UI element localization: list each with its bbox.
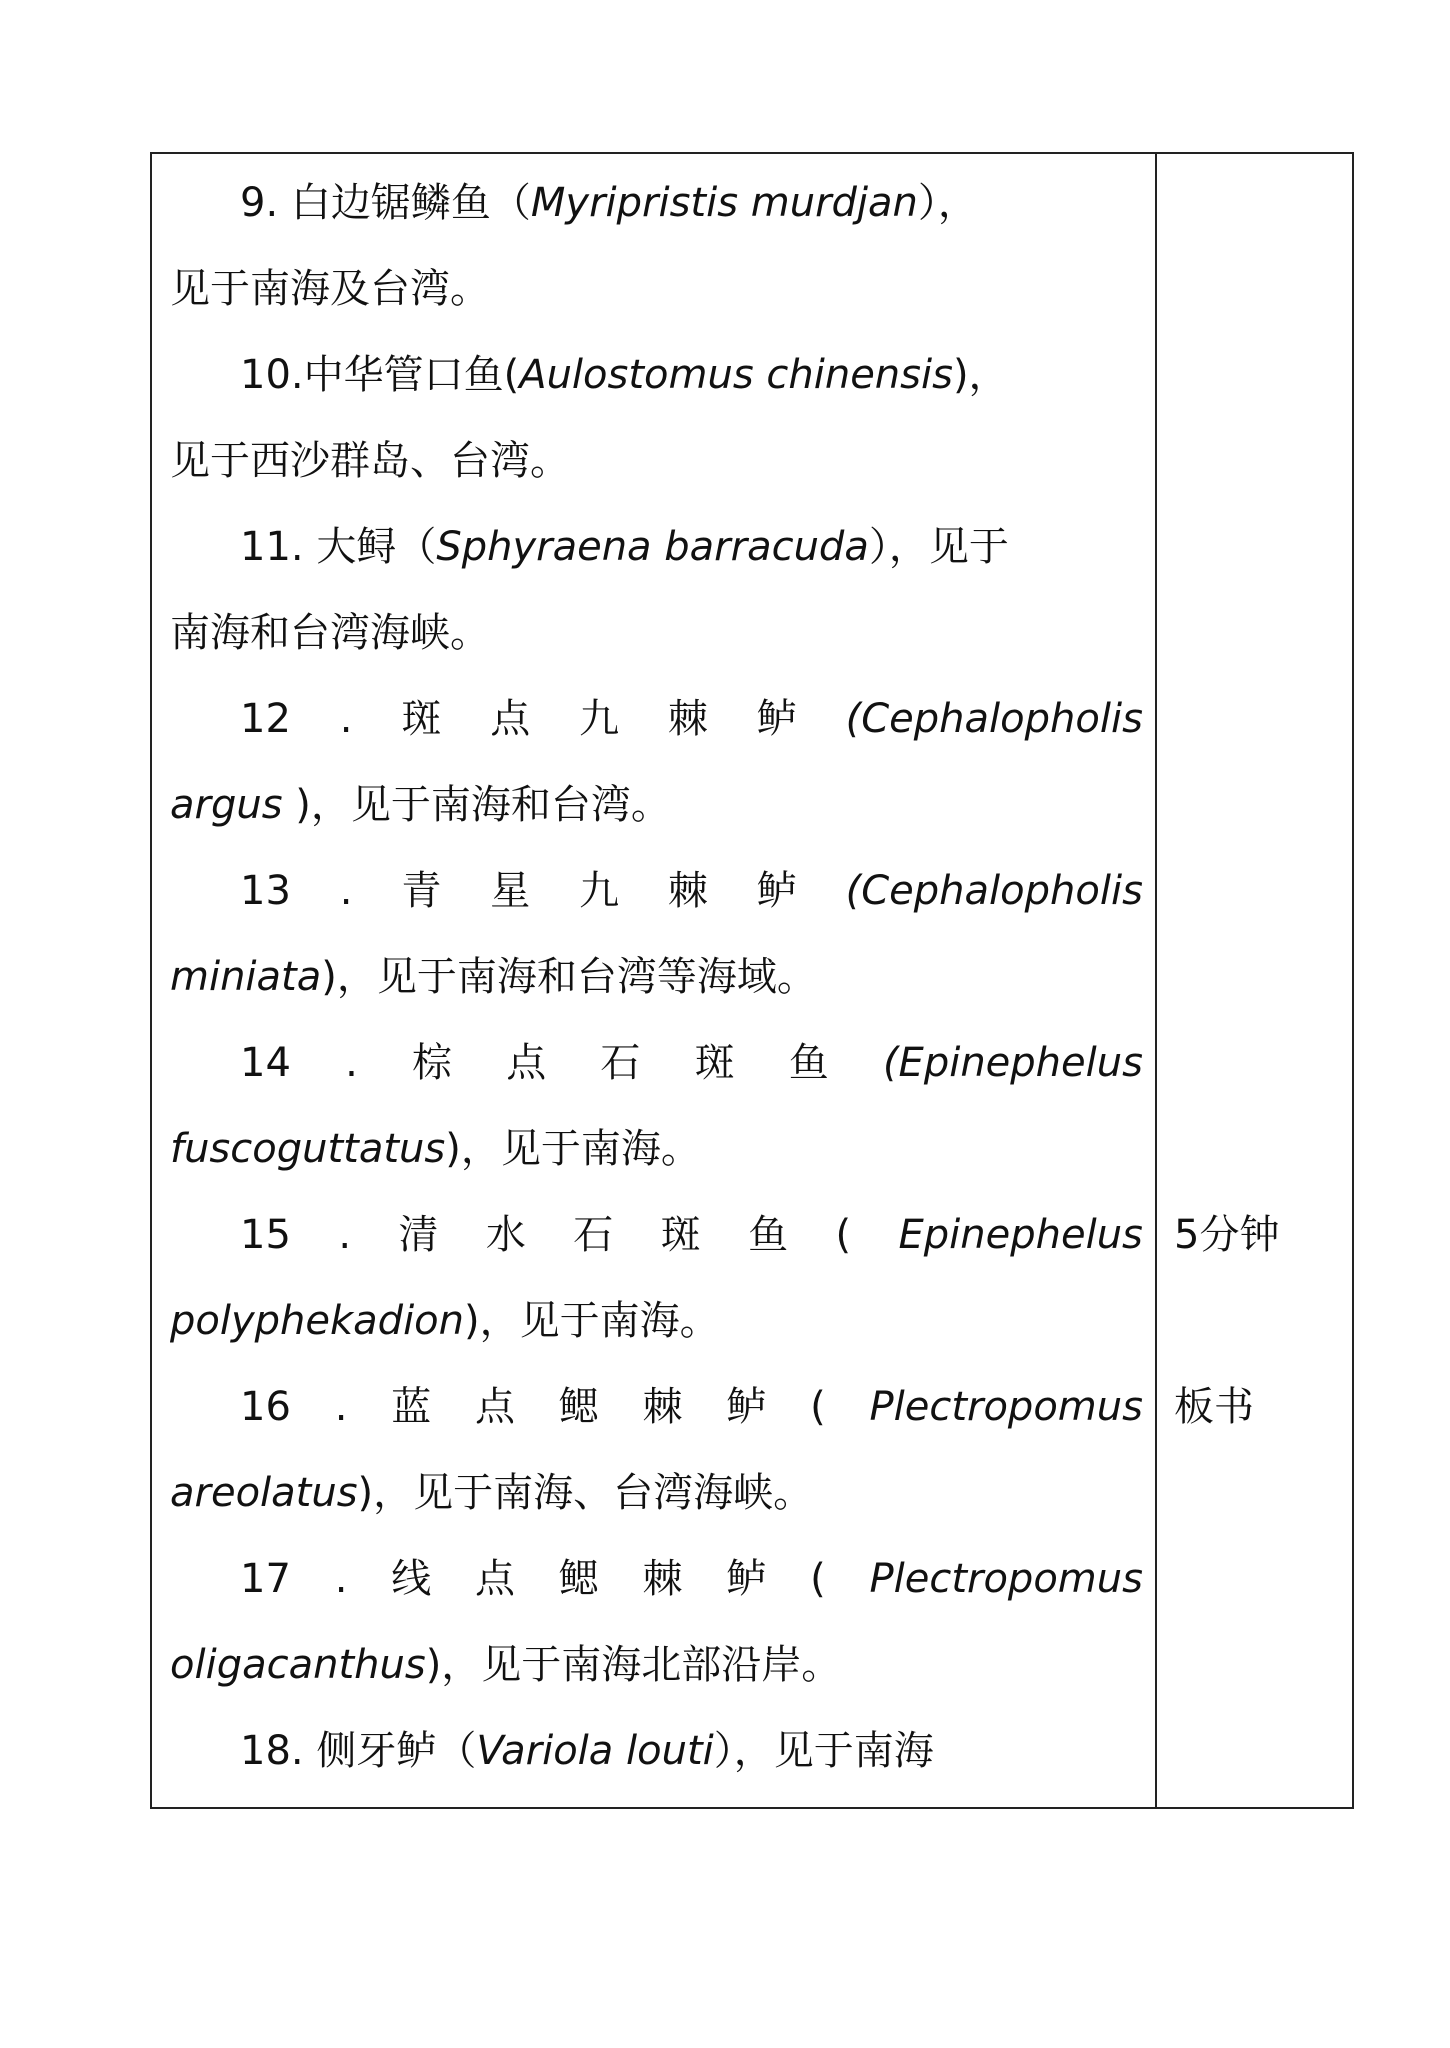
entry-13-line-2 xyxy=(170,947,1143,1007)
entry-12-char: 点 xyxy=(490,696,531,742)
entry-17-char: 鳃 xyxy=(558,1556,599,1602)
entry-14-number: 14 xyxy=(240,1040,291,1086)
entry-18-scientific-name: Variola louti xyxy=(476,1728,714,1774)
entry-13-line-1 xyxy=(240,861,1143,921)
entry-10-scientific-name: Aulostomus chinensis xyxy=(519,352,953,398)
entry-16-scientific-genus: Plectropomus xyxy=(869,1384,1143,1430)
time-note: 5分钟 xyxy=(1174,1212,1280,1258)
entry-17-char: 鲈 xyxy=(726,1556,767,1602)
entry-16-char: 点 xyxy=(474,1384,515,1430)
entry-13-char: 青 xyxy=(401,868,442,914)
entry-16-char: 棘 xyxy=(642,1384,683,1430)
entry-9-name: 9. 白边锯鳞鱼（ xyxy=(240,180,531,226)
entry-16-dot: . xyxy=(334,1384,348,1430)
entry-18-line-1 xyxy=(240,1721,1143,1781)
entry-15-char: 清 xyxy=(398,1212,439,1258)
entry-17-dot: . xyxy=(334,1556,348,1602)
entry-12-scientific-species: argus xyxy=(170,782,283,828)
entry-16-location: )，见于南海、台湾海峡。 xyxy=(357,1470,814,1516)
entry-15-char: 鱼 xyxy=(748,1212,789,1258)
entry-15-location: )，见于南海。 xyxy=(464,1298,720,1344)
entry-17-line-1 xyxy=(240,1549,1143,1609)
entry-17-scientific-species: oligacanthus xyxy=(170,1642,426,1688)
entry-14-char: 石 xyxy=(600,1040,641,1086)
method-note: 板书 xyxy=(1174,1384,1254,1430)
entry-13-dot: . xyxy=(339,868,353,914)
entry-9-punct: ）， xyxy=(917,180,978,226)
entry-12-dot: . xyxy=(339,696,353,742)
entry-12-number: 12 xyxy=(240,696,291,742)
entry-16-line-2 xyxy=(170,1463,1143,1523)
entry-16-char: 鳃 xyxy=(558,1384,599,1430)
entry-14-char: 棕 xyxy=(412,1040,452,1086)
entry-9-line-2 xyxy=(170,259,1143,319)
entry-12-scientific-genus: (Cephalopholis xyxy=(845,696,1143,742)
entry-17-char: 点 xyxy=(474,1556,515,1602)
entry-15-dot: . xyxy=(338,1212,352,1258)
entry-16-line-1 xyxy=(240,1377,1143,1437)
entry-15-number: 15 xyxy=(240,1212,291,1258)
entry-14-scientific-species: fuscoguttatus xyxy=(170,1126,446,1172)
content-table xyxy=(150,152,1354,1809)
entry-12-location: )，见于南海和台湾。 xyxy=(282,782,671,828)
entry-11-line-2 xyxy=(170,603,1143,663)
entry-13-scientific-genus: (Cephalopholis xyxy=(845,868,1143,914)
entry-17-paren: ( xyxy=(810,1556,826,1602)
entry-16-char: 鲈 xyxy=(726,1384,767,1430)
entry-14-scientific-genus: (Epinephelus xyxy=(882,1040,1143,1086)
entry-10-location: 见于西沙群岛、台湾。 xyxy=(170,438,570,484)
entry-9-line-1 xyxy=(240,173,1143,233)
entry-16-paren: ( xyxy=(810,1384,826,1430)
entry-11-line-1 xyxy=(240,517,1143,577)
entry-14-char: 斑 xyxy=(694,1040,735,1086)
entry-13-number: 13 xyxy=(240,868,291,914)
species-list-cell xyxy=(170,154,1143,1807)
column-divider xyxy=(1155,154,1157,1807)
entry-11-location: 南海和台湾海峡。 xyxy=(170,610,490,656)
entry-18-name: 18. 侧牙鲈（ xyxy=(240,1728,477,1774)
entry-13-char: 九 xyxy=(579,868,620,914)
entry-17-char: 线 xyxy=(391,1556,432,1602)
entry-12-line-1 xyxy=(240,689,1143,749)
entry-15-char: 水 xyxy=(485,1212,526,1258)
entry-17-line-2 xyxy=(170,1635,1143,1695)
entry-15-scientific-species: polyphekadion xyxy=(170,1298,465,1344)
entry-17-number: 17 xyxy=(240,1556,291,1602)
entry-15-line-2 xyxy=(170,1291,1143,1351)
entry-15-line-1 xyxy=(240,1205,1143,1265)
entry-14-dot: . xyxy=(345,1040,358,1086)
entry-10-punct: )， xyxy=(952,352,1009,398)
entry-11-name: 11. 大鲟（ xyxy=(240,524,437,570)
entry-10-line-1 xyxy=(240,345,1143,405)
entry-16-number: 16 xyxy=(240,1384,291,1430)
entry-10-line-2 xyxy=(170,431,1143,491)
entry-18-location: ），见于南海 xyxy=(713,1728,934,1774)
entry-14-line-1 xyxy=(240,1033,1143,1093)
entry-15-char: 石 xyxy=(573,1212,614,1258)
entry-9-scientific-name: Myripristis murdjan xyxy=(530,180,918,226)
entry-13-location: )，见于南海和台湾等海域。 xyxy=(321,954,817,1000)
entry-13-scientific-species: miniata xyxy=(170,954,322,1000)
entry-17-scientific-genus: Plectropomus xyxy=(869,1556,1143,1602)
entry-13-char: 星 xyxy=(490,868,531,914)
entry-12-char: 棘 xyxy=(667,696,708,742)
entry-16-char: 蓝 xyxy=(391,1384,432,1430)
entry-9-location: 见于南海及台湾。 xyxy=(170,266,490,312)
entry-12-char: 鲈 xyxy=(756,696,797,742)
entry-12-char: 斑 xyxy=(401,696,442,742)
entry-14-line-2 xyxy=(170,1119,1143,1179)
entry-15-char: 斑 xyxy=(660,1212,701,1258)
entry-16-scientific-species: areolatus xyxy=(170,1470,358,1516)
notes-cell xyxy=(1174,154,1344,1807)
entry-15-scientific-genus: Epinephelus xyxy=(898,1212,1143,1258)
entry-17-location: )，见于南海北部沿岸。 xyxy=(425,1642,842,1688)
entry-12-char: 九 xyxy=(579,696,620,742)
entry-17-char: 棘 xyxy=(642,1556,683,1602)
entry-14-char: 点 xyxy=(506,1040,547,1086)
entry-13-char: 棘 xyxy=(667,868,708,914)
entry-11-punct: ），见于 xyxy=(868,524,1009,570)
entry-14-char: 鱼 xyxy=(788,1040,829,1086)
entry-13-char: 鲈 xyxy=(756,868,797,914)
entry-12-line-2 xyxy=(170,775,1143,835)
entry-15-paren: ( xyxy=(835,1212,852,1258)
entry-11-scientific-name: Sphyraena barracuda xyxy=(436,524,869,570)
entry-10-name: 10.中华管口鱼( xyxy=(240,352,520,398)
entry-14-location: )，见于南海。 xyxy=(445,1126,701,1172)
